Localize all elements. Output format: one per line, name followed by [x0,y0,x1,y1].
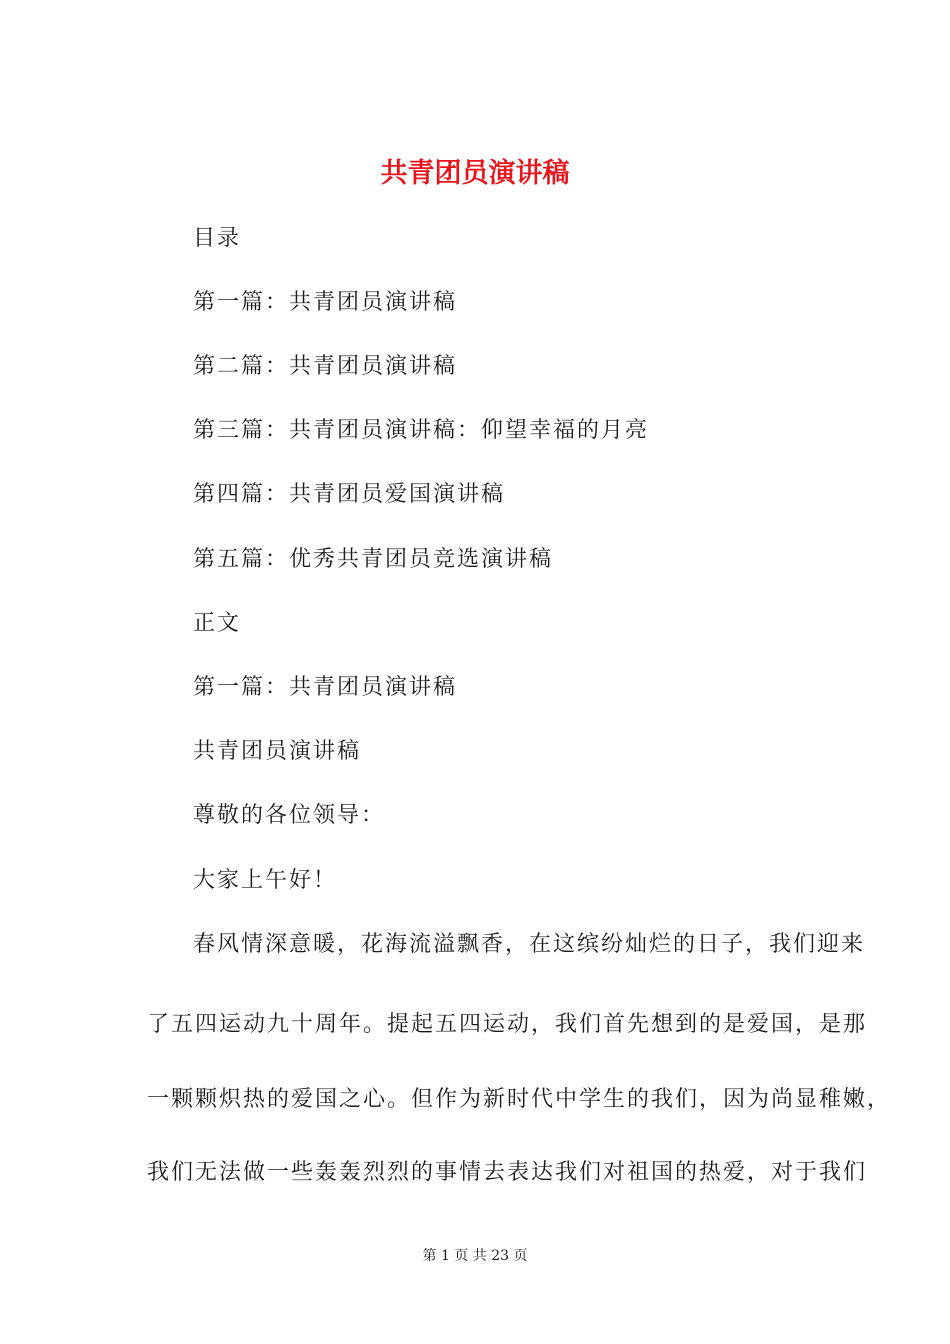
section-subtitle: 共青团员演讲稿 [193,739,362,764]
salutation: 尊敬的各位领导： [193,803,386,828]
paragraph-line-1: 春风情深意暖，花海流溢飘香，在这缤纷灿烂的日子，我们迎来 [193,932,866,957]
toc-item-1: 第一篇：共青团员演讲稿 [193,290,458,315]
body-heading: 正文 [193,611,242,636]
toc-item-2: 第二篇：共青团员演讲稿 [193,354,458,379]
paragraph-line-4: 我们无法做一些轰轰烈烈的事情去表达我们对祖国的热爱，对于我们 [147,1160,868,1185]
toc-item-5: 第五篇：优秀共青团员竞选演讲稿 [193,547,554,572]
toc-item-3: 第三篇：共青团员演讲稿：仰望幸福的月亮 [193,418,650,443]
toc-heading: 目录 [193,226,242,251]
paragraph-line-3: 一颗颗炽热的爱国之心。但作为新时代中学生的我们，因为尚显稚嫩， [147,1087,892,1112]
page-number-footer: 第 1 页 共 23 页 [422,1248,528,1264]
section-heading: 第一篇：共青团员演讲稿 [193,675,458,700]
toc-item-4: 第四篇：共青团员爱国演讲稿 [193,482,506,507]
paragraph-line-2: 了五四运动九十周年。提起五四运动，我们首先想到的是爱国，是那 [147,1012,868,1037]
document-title: 共青团员演讲稿 [380,158,570,189]
greeting: 大家上午好！ [193,868,338,893]
